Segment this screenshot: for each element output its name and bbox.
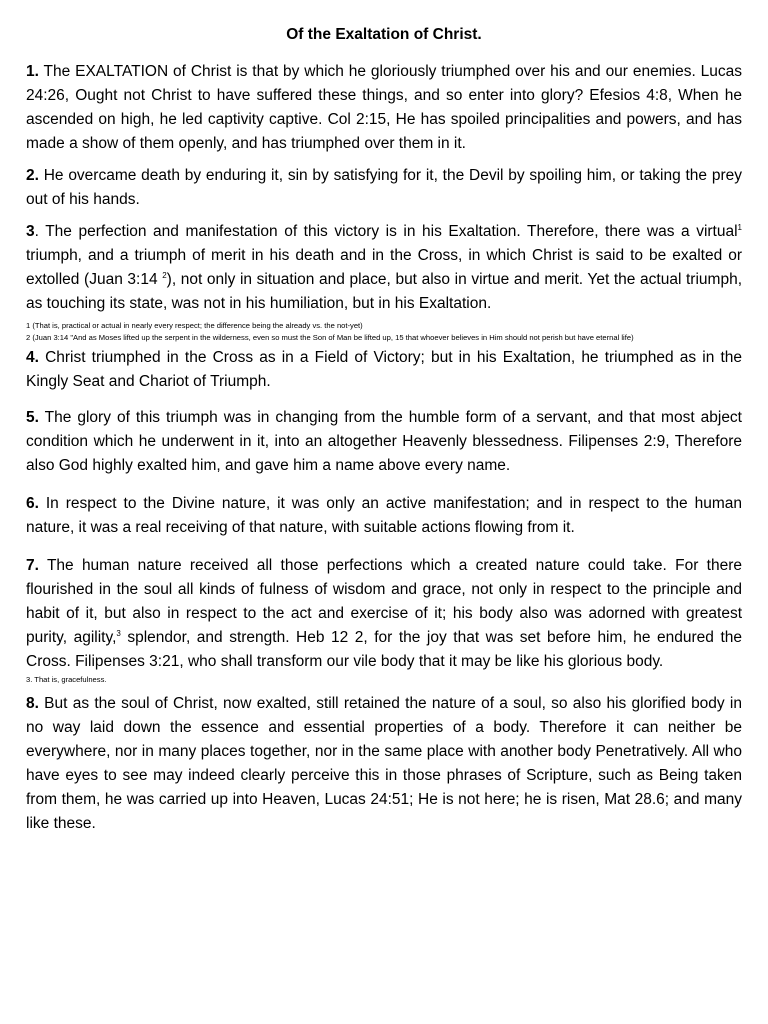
paragraph-number: 8. — [26, 695, 39, 712]
paragraph-number: 1. — [26, 63, 39, 80]
footnote-1: 1 (That is, practical or actual in nearly every respect; the difference being the already vs. the not-yet) — [26, 321, 363, 330]
paragraph-text: ), not only in situation and place, but also in virtue and merit. Yet the actual triumph, as touching its state, was not in his humiliation, but in his Exaltation. — [26, 271, 742, 312]
document-page — [26, 26, 742, 842]
paragraph-number: 5. — [26, 409, 39, 426]
footnote-3: 3. That is, gracefulness. — [26, 675, 107, 684]
paragraph-number: 4. — [26, 349, 39, 366]
paragraph-1 — [26, 60, 742, 156]
footnote-ref-2[interactable]: 2 — [162, 271, 167, 280]
paragraph-number: 3 — [26, 223, 35, 240]
paragraph-2 — [26, 164, 742, 212]
paragraph-number: 7. — [26, 557, 39, 574]
paragraph-8 — [26, 692, 742, 836]
paragraph-text: But as the soul of Christ, now exalted, still retained the nature of a soul, so also his glorified body in no way laid down the essence and essential properties of a body. Therefore it can neither be everywhere, nor in many places together, nor in the same place with another body Penetratively. All who have eyes to see may indeed clearly perceive this in those phrases of Scripture, such as Being taken from them, he was carried up into Heaven, Lucas 24:51; He is not here; he is risen, Mat 28.6; and many like these. — [26, 695, 742, 832]
paragraph-5 — [26, 406, 742, 478]
paragraph-number: 6. — [26, 495, 39, 512]
paragraph-3 — [26, 220, 742, 316]
paragraph-text: The EXALTATION of Christ is that by which he gloriously triumphed over his and our enemies. Lucas 24:26, Ought not Christ to have suffered these things, and so enter into glory? Efesios 4:8, When he ascended on high, he led captivity captive. Col 2:15, He has spoiled principalities and powers, and has made a show of them openly, and has triumphed over them in it. — [26, 63, 742, 152]
footnote-2: 2 (Juan 3:14 "And as Moses lifted up the serpent in the wilderness, even so must the Son of Man be lifted up, 15 that whoever believes in Him should not perish but have eternal life) — [26, 333, 634, 342]
paragraph-7 — [26, 554, 742, 674]
paragraph-text: The glory of this triumph was in changing from the humble form of a servant, and that most abject condition which he underwent in it, into an altogether Heavenly blessedness. Filipenses 2:9, Therefore also God highly exalted him, and gave him a name above every name. — [26, 409, 742, 474]
paragraph-number: 2. — [26, 167, 39, 184]
paragraph-text: Christ triumphed in the Cross as in a Field of Victory; but in his Exaltation, he triumphed as in the Kingly Seat and Chariot of Triumph. — [26, 349, 742, 390]
paragraph-text: triumph, and a triumph of merit in his death and in the Cross, in which Christ is said to be exalted or extolled (Juan 3:14 — [26, 247, 742, 288]
document-title: Of the Exaltation of Christ. — [286, 26, 482, 43]
paragraph-6 — [26, 492, 742, 540]
footnote-ref-1[interactable]: 1 — [737, 223, 742, 232]
paragraph-text: In respect to the Divine nature, it was only an active manifestation; and in respect to the human nature, it was a real receiving of that nature, with suitable actions flowing from it. — [26, 495, 742, 536]
footnote-ref-3[interactable]: 3 — [116, 629, 121, 638]
paragraph-4 — [26, 346, 742, 394]
paragraph-text: He overcame death by enduring it, sin by satisfying for it, the Devil by spoiling him, or taking the prey out of his hands. — [26, 167, 742, 208]
paragraph-text: The human nature received all those perfections which a created nature could take. For there flourished in the soul all kinds of fulness of wisdom and grace, not only in respect to the principle and habit of it, but also in respect to the act and exercise of it; his body also was adorned with greatest purity, agility, — [26, 557, 742, 646]
paragraph-text: . The perfection and manifestation of this victory is in his Exaltation. Therefore, there was a virtual — [34, 223, 738, 240]
paragraph-text: splendor, and strength. Heb 12 2, for the joy that was set before him, he endured the Cross. Filipenses 3:21, who shall transform our vile body that it may be like his glorious body. — [26, 629, 742, 670]
